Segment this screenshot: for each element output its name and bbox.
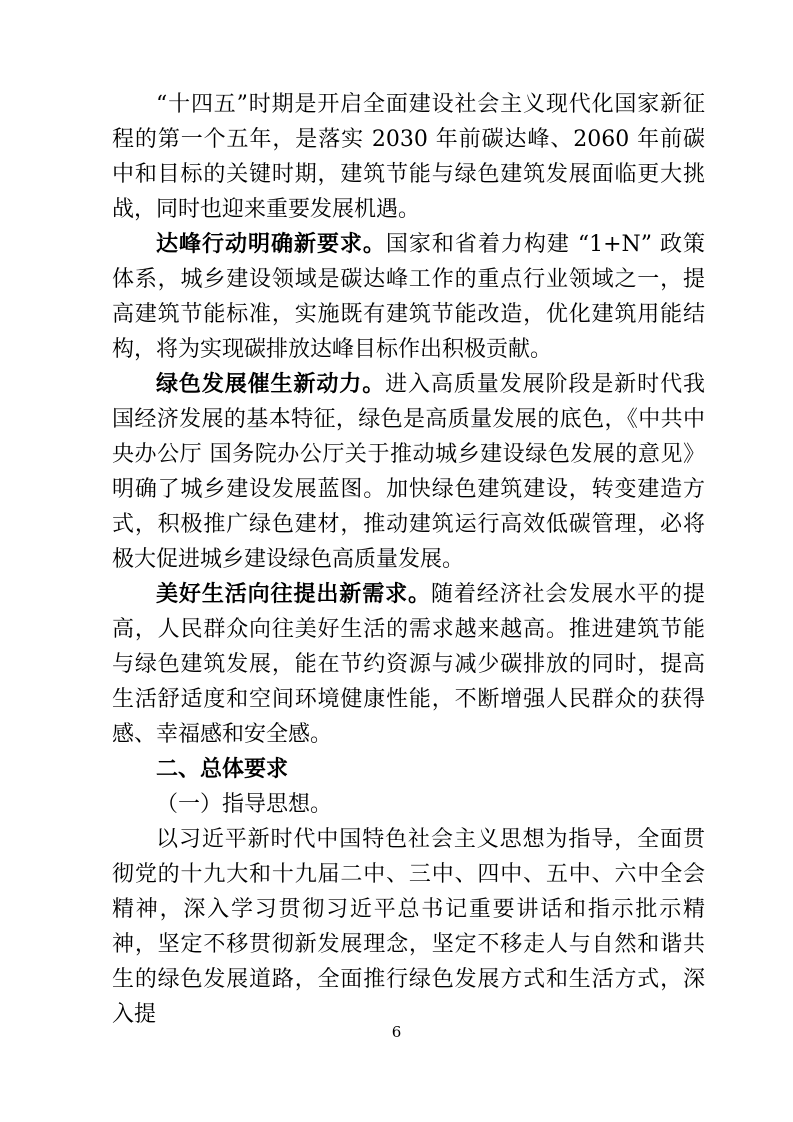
- sub-heading: （一）指导思想。: [156, 792, 333, 817]
- paragraph-guiding-ideology: [112, 822, 705, 1032]
- paragraph-text: “十四五”时期是开启全面建设社会主义现代化国家新征程的第一个五年，是落实 2030 年前碳达峰、2060 年前碳中和目标的关键时期，建筑节能与绿色建筑发展面临更大挑战，同时也迎来重要发展机遇。: [112, 92, 705, 222]
- paragraph-green-development: [112, 367, 705, 577]
- document-body: [112, 87, 705, 1032]
- paragraph-intro: [112, 87, 705, 227]
- paragraph-peak-action: [112, 227, 705, 367]
- paragraph-text: 以习近平新时代中国特色社会主义思想为指导，全面贯彻党的十九大和十九届二中、三中、四中、五中、六中全会精神，深入学习贯彻习近平总书记重要讲话和指示批示精神，坚定不移贯彻新发展理念，坚定不移走人与自然和谐共生的绿色发展道路，全面推行绿色发展方式和生活方式，深入提: [112, 827, 705, 1027]
- paragraph-better-life: [112, 577, 705, 752]
- paragraph-lead: 美好生活向往提出新需求。: [156, 581, 431, 607]
- section-heading: 二、总体要求: [156, 757, 289, 782]
- paragraph-lead: 达峰行动明确新要求。: [156, 231, 386, 257]
- paragraph-text: 进入高质量发展阶段是新时代我国经济发展的基本特征，绿色是高质量发展的底色，《中共中央办公厅 国务院办公厅关于推动城乡建设绿色发展的意见》明确了城乡建设发展蓝图。加快绿色建筑建设，转变建造方式，积极推广绿色建材，推动建筑运行高效低碳管理，必将极大促进城乡建设绿色高质量发展。: [112, 372, 705, 572]
- paragraph-lead: 绿色发展催生新动力。: [156, 371, 386, 397]
- paragraph-text: 随着经济社会发展水平的提高，人民群众向往美好生活的需求越来越高。推进建筑节能与绿色建筑发展，能在节约资源与减少碳排放的同时，提高生活舒适度和空间环境健康性能，不断增强人民群众的获得感、幸福感和安全感。: [112, 582, 705, 747]
- paragraph-text: 国家和省着力构建 “1+N” 政策体系，城乡建设领域是碳达峰工作的重点行业领域之一，提高建筑节能标准，实施既有建筑节能改造，优化建筑用能结构，将为实现碳排放达峰目标作出积极贡献。: [112, 232, 705, 362]
- page-number: 6: [391, 1023, 402, 1041]
